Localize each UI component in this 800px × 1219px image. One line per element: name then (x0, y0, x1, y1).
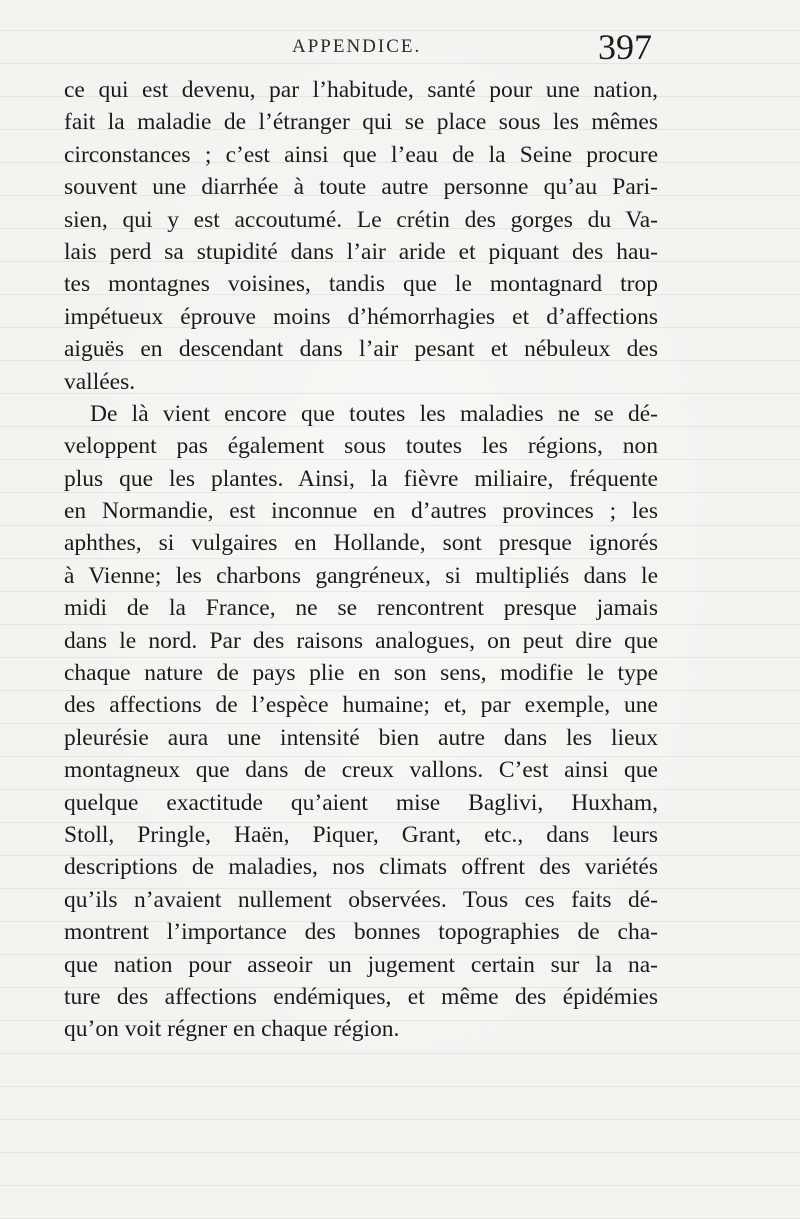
text-line: lais perd sa stupidité dans l’air aride et piquant des hau- (64, 238, 658, 265)
text-line: circonstances ; c’est ainsi que l’eau de la Seine procure (64, 141, 658, 168)
text-line: à Vienne; les charbons gangréneux, si multipliés dans le (64, 562, 658, 589)
text-line: montagneux que dans de creux vallons. C’est ainsi que (64, 757, 658, 784)
text-line: dans le nord. Par des raisons analogues, on peut dire que (64, 627, 658, 654)
paragraph-2-body (64, 430, 658, 1045)
text-line: vallées. (64, 368, 136, 395)
paragraph-2 (64, 398, 658, 430)
text-line: souvent une diarrhée à toute autre personne qu’au Pari- (64, 174, 658, 201)
text-line: quelque exactitude qu’aient mise Baglivi, Huxham, (64, 789, 658, 816)
text-line: aiguës en descendant dans l’air pesant et nébuleux des (64, 336, 658, 363)
text-line: impétueux éprouve moins d’hémorrhagies et d’affections (64, 303, 658, 330)
running-head: APPENDICE. (292, 36, 422, 57)
text-line: De là vient encore que toutes les maladies ne se dé- (90, 400, 658, 427)
text-line: Stoll, Pringle, Haën, Piquer, Grant, etc., dans leurs (64, 821, 658, 848)
body-text (64, 74, 658, 1046)
text-line: pleurésie aura une intensité bien autre dans les lieux (64, 724, 658, 751)
text-line: ture des affections endémiques, et même des épidémies (64, 983, 658, 1010)
text-line: descriptions de maladies, nos climats offrent des variétés (64, 854, 658, 881)
text-line: qu’on voit régner en chaque région. (64, 1016, 400, 1043)
text-line: aphthes, si vulgaires en Hollande, sont presque ignorés (64, 530, 658, 557)
text-line: midi de la France, ne se rencontrent presque jamais (64, 595, 658, 622)
text-line: ce qui est devenu, par l’habitude, santé pour une nation, (64, 77, 658, 103)
text-line: montrent l’importance des bonnes topographies de cha- (64, 919, 658, 946)
text-line: en Normandie, est inconnue en d’autres provinces ; les (64, 498, 658, 525)
text-line: sien, qui y est accoutumé. Le crétin des gorges du Va- (64, 206, 658, 233)
text-line: veloppent pas également sous toutes les régions, non (64, 433, 658, 460)
text-line: fait la maladie de l’étranger qui se place sous les mêmes (64, 109, 658, 136)
text-line: tes montagnes voisines, tandis que le montagnard trop (64, 271, 658, 298)
text-line: que nation pour asseoir un jugement certain sur la na- (64, 951, 658, 978)
page-number: 397 (598, 27, 652, 67)
text-line: qu’ils n’avaient nullement observées. Tous ces faits dé- (64, 886, 658, 913)
text-line: chaque nature de pays plie en son sens, modifie le type (64, 660, 658, 687)
paragraph-1 (64, 74, 658, 398)
text-line: plus que les plantes. Ainsi, la fièvre miliaire, fréquente (64, 465, 658, 492)
text-line: des affections de l’espèce humaine; et, par exemple, une (64, 692, 658, 719)
